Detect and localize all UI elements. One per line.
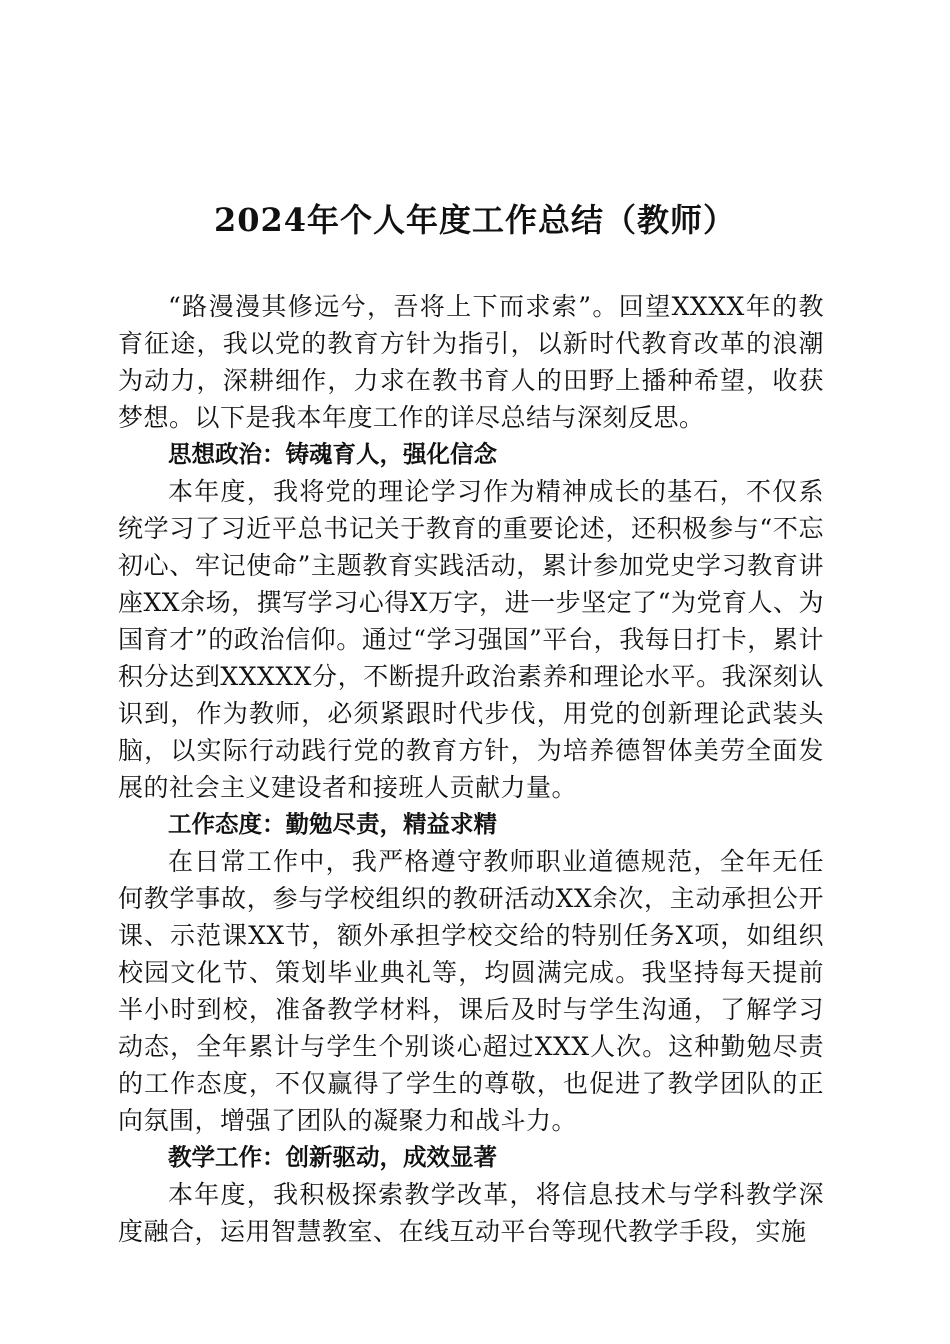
section-heading-attitude: 工作态度：勤勉尽责，精益求精: [168, 810, 497, 838]
attitude-paragraph: 在日常工作中，我严格遵守教师职业道德规范，全年无任何教学事故，参与学校组织的教研活动XX余次，主动承担公开课、示范课XX节，额外承担学校交给的特别任务X项，如组织校园文化节、策划毕业典礼等，均圆满完成。我坚持每天提前半小时到校，准备教学材料，课后及时与学生沟通，了解学习动态，全年累计与学生个别谈心超过XXX人次。这种勤勉尽责的工作态度，不仅赢得了学生的尊敬，也促进了教学团队的正向氛围，增强了团队的凝聚力和战斗力。: [118, 847, 824, 1135]
intro-paragraph: “路漫漫其修远兮，吾将上下而求索”。回望XXXX年的教育征途，我以党的教育方针为指引，以新时代教育改革的浪潮为动力，深耕细作，力求在教书育人的田野上播种希望，收获梦想。以下是我本年度工作的详尽总结与深刻反思。: [118, 292, 824, 432]
document-title: 2024年个人年度工作总结（教师）: [213, 201, 737, 239]
teaching-paragraph: 本年度，我积极探索教学改革，将信息技术与学科教学深度融合，运用智慧教室、在线互动平台等现代教学手段，实施: [118, 1180, 824, 1246]
ideology-paragraph: 本年度，我将党的理论学习作为精神成长的基石，不仅系统学习了习近平总书记关于教育的重要论述，还积极参与“不忘初心、牢记使命”主题教育实践活动，累计参加党史学习教育讲座XX余场，撰写学习心得X万字，进一步坚定了“为党育人、为国育才”的政治信仰。通过“学习强国”平台，我每日打卡，累计积分达到XXXXX分，不断提升政治素养和理论水平。我深刻认识到，作为教师，必须紧跟时代步伐，用党的创新理论武装头脑，以实际行动践行党的教育方针，为培养德智体美劳全面发展的社会主义建设者和接班人贡献力量。: [118, 477, 824, 802]
section-heading-ideology: 思想政治：铸魂育人，强化信念: [168, 440, 497, 468]
document-body: [118, 288, 824, 1250]
section-heading-teaching: 教学工作：创新驱动，成效显著: [168, 1143, 497, 1171]
